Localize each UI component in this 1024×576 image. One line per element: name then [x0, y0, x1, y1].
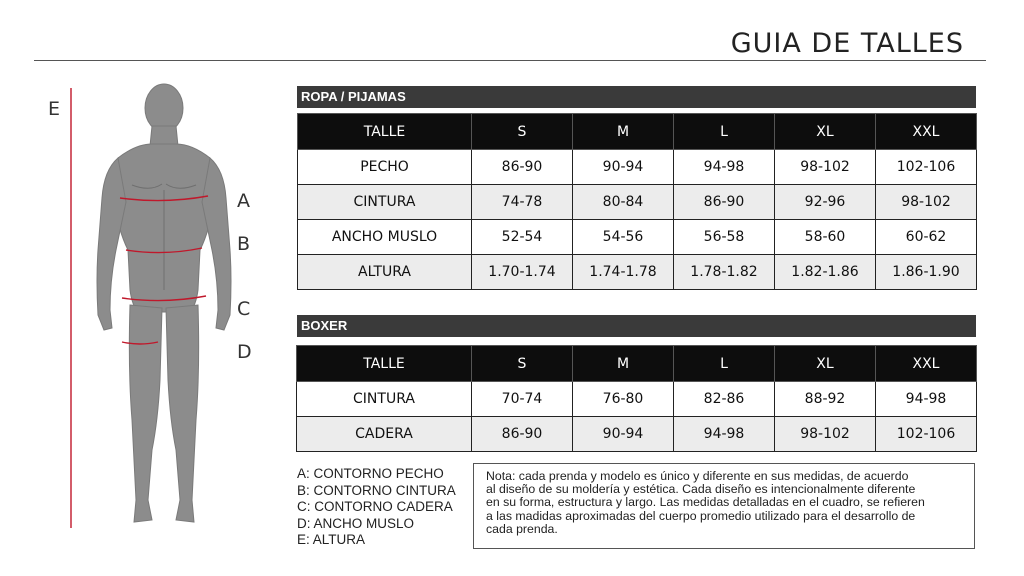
table-row [298, 220, 977, 255]
legend-item: D: ANCHO MUSLO [297, 515, 415, 531]
header-cell: M [573, 114, 674, 150]
table-cell: 60-62 [876, 220, 977, 255]
table-row [297, 417, 977, 452]
table-cell: 1.74-1.78 [573, 255, 674, 290]
table-cell: 1.70-1.74 [472, 255, 573, 290]
table-cell: 82-86 [674, 382, 775, 417]
legend-item: A: CONTORNO PECHO [297, 466, 444, 481]
table-cell: 1.86-1.90 [876, 255, 977, 290]
title-divider [34, 60, 986, 61]
table-row [298, 255, 977, 290]
table-cell: 56-58 [674, 220, 775, 255]
table-cell: 80-84 [573, 185, 674, 220]
row-label: ANCHO MUSLO [298, 220, 472, 255]
legend-item: B: CONTORNO CINTURA [297, 482, 456, 498]
note-line: a las madidas aproximadas del cuerpo promedio utilizado para el desarrollo de [486, 508, 916, 523]
row-label: CADERA [297, 417, 472, 452]
row-label: ALTURA [298, 255, 472, 290]
note-line: al diseño de su moldería y estética. Cada diseño es intencionalmente diferente [486, 482, 916, 497]
header-cell: S [472, 114, 573, 150]
marker-c: C [237, 298, 251, 320]
marker-d: D [237, 341, 252, 363]
size-table-pijamas [297, 113, 977, 290]
table-cell: 52-54 [472, 220, 573, 255]
table-cell: 1.78-1.82 [674, 255, 775, 290]
header-cell: XXL [876, 346, 977, 382]
row-label: CINTURA [298, 185, 472, 220]
marker-b: B [237, 233, 251, 255]
table-cell: 98-102 [775, 417, 876, 452]
table-cell: 102-106 [876, 417, 977, 452]
table-cell: 86-90 [472, 417, 573, 452]
table-cell: 74-78 [472, 185, 573, 220]
table-cell: 1.82-1.86 [775, 255, 876, 290]
marker-e: E [48, 98, 61, 120]
table-cell: 94-98 [674, 150, 775, 185]
row-label: CINTURA [297, 382, 472, 417]
header-cell: XL [775, 114, 876, 150]
table-cell: 90-94 [573, 417, 674, 452]
table-row [298, 150, 977, 185]
row-label: PECHO [298, 150, 472, 185]
table-cell: 70-74 [472, 382, 573, 417]
section-title-pijamas: ROPA / PIJAMAS [297, 86, 976, 108]
table-cell: 94-98 [674, 417, 775, 452]
note-line: Nota: cada prenda y modelo es único y diferente en sus medidas, de acuerdo [486, 469, 909, 483]
measurement-legend [297, 466, 456, 549]
header-cell: S [472, 346, 573, 382]
legend-item: C: CONTORNO CADERA [297, 499, 453, 514]
note-line: en su forma, estructura y largo. Las medidas detalladas en el cuadro, se refieren [486, 495, 925, 510]
header-cell: TALLE [297, 346, 472, 382]
note-line: cada prenda. [486, 521, 558, 536]
table-cell: 102-106 [876, 150, 977, 185]
size-table-boxer [296, 345, 977, 452]
table-cell: 58-60 [775, 220, 876, 255]
table-cell: 98-102 [775, 150, 876, 185]
table-cell: 88-92 [775, 382, 876, 417]
table-cell: 54-56 [573, 220, 674, 255]
marker-a: A [237, 190, 250, 212]
table-header-row [298, 114, 977, 150]
table-cell: 90-94 [573, 150, 674, 185]
table-cell: 86-90 [674, 185, 775, 220]
page-title: GUIA DE TALLES [730, 28, 964, 59]
header-cell: XL [775, 346, 876, 382]
table-cell: 94-98 [876, 382, 977, 417]
table-row [297, 382, 977, 417]
legend-item: E: ALTURA [297, 532, 366, 547]
table-cell: 92-96 [775, 185, 876, 220]
table-header-row [297, 346, 977, 382]
header-cell: M [573, 346, 674, 382]
table-cell: 76-80 [573, 382, 674, 417]
header-cell: TALLE [298, 114, 472, 150]
header-cell: XXL [876, 114, 977, 150]
note-box [473, 463, 975, 549]
table-cell: 86-90 [472, 150, 573, 185]
header-cell: L [674, 114, 775, 150]
section-title-boxer: BOXER [297, 315, 976, 337]
header-cell: L [674, 346, 775, 382]
table-cell: 98-102 [876, 185, 977, 220]
table-row [298, 185, 977, 220]
